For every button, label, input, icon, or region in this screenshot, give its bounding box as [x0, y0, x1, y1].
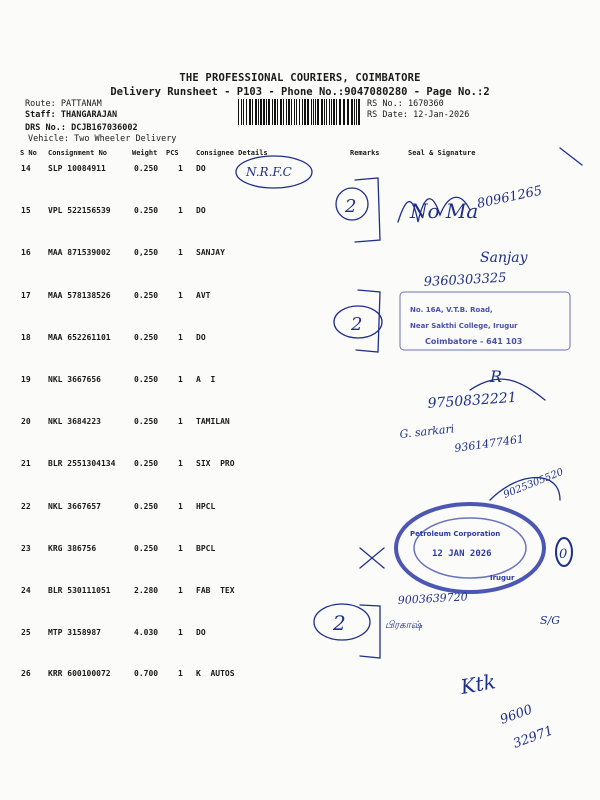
table-row: [0, 291, 600, 303]
stamp-17-line2: Near Sakthi College, Irugur: [410, 322, 518, 330]
row-weight: 0.250: [134, 206, 159, 215]
runsheet-title: Delivery Runsheet - P103 - Phone No.:9047080280 - Page No.:2: [110, 86, 490, 98]
staff-line: [25, 110, 117, 121]
table-row: [0, 502, 600, 514]
drs-label: DRS No.:: [25, 123, 66, 133]
hw-sign-26: Ktk: [458, 669, 498, 699]
signature-tick: [560, 148, 582, 165]
hw-tamil-25: பிரகாஷ்: [385, 620, 423, 631]
row-pcs: 1: [178, 417, 183, 426]
row-pcs: 1: [178, 669, 183, 678]
hw-remark-25: 2: [333, 611, 346, 635]
row-consignee: BPCL: [196, 544, 216, 553]
hw-num-19: 9750832221: [427, 389, 518, 412]
col-consignment: Consignment No: [48, 149, 108, 157]
route-label: Route:: [25, 99, 56, 109]
table-row: [0, 206, 600, 218]
hw-nrfc: N.R.F.C: [246, 165, 292, 179]
row-pcs: 1: [178, 628, 183, 637]
table-row: [0, 544, 600, 556]
row-weight: 2.280: [134, 586, 159, 595]
rs-date-label: RS Date:: [367, 110, 408, 120]
row-consignee: A I: [196, 375, 216, 384]
company-name: THE PROFESSIONAL COURIERS, COIMBATORE: [179, 72, 421, 84]
row-pcs: 1: [178, 333, 183, 342]
route-line: [25, 99, 102, 110]
row-weight: 0,250: [134, 248, 159, 257]
hw-num-21: 9025305520: [502, 466, 566, 501]
row-weight: 0.250: [134, 333, 159, 342]
row-sno: 24: [21, 586, 31, 595]
row-consignment: MAA 652261101: [48, 333, 111, 342]
staff-label: Staff:: [25, 110, 56, 120]
row-sno: 22: [21, 502, 31, 511]
rs-no-label: RS No.:: [367, 99, 403, 109]
hw-sign-15: No Ma: [410, 199, 479, 223]
row-sno: 25: [21, 628, 31, 637]
stamp-23-bottom: Irugur: [490, 574, 515, 582]
row-weight: 0.250: [134, 544, 159, 553]
row-sno: 26: [21, 669, 31, 678]
row-consignment: NKL 3684223: [48, 417, 101, 426]
rs-no-value: 1670360: [407, 99, 444, 109]
table-row: [0, 459, 600, 471]
col-sno: S No: [20, 149, 37, 157]
row-consignment: BLR 530111051: [48, 586, 111, 595]
col-weight: Weight: [132, 149, 158, 157]
vehicle-label: Vehicle:: [28, 134, 69, 144]
row-sno: 23: [21, 544, 31, 553]
row-weight: 0.700: [134, 669, 159, 678]
table-row: [0, 586, 600, 598]
row-consignment: SLP 10084911: [48, 164, 106, 173]
row-sno: 21: [21, 459, 31, 468]
table-row: [0, 164, 600, 176]
row-weight: 4.030: [134, 628, 159, 637]
row-consignee: AVT: [196, 291, 211, 300]
hw-num-26a: 9600: [498, 702, 535, 728]
table-row: [0, 248, 600, 260]
row-pcs: 1: [178, 586, 183, 595]
col-pcs: PCS: [166, 149, 179, 157]
row-sno: 14: [21, 164, 31, 173]
staff-value: THANGARAJAN: [60, 110, 118, 120]
row-sno: 16: [21, 248, 31, 257]
signature-21: [490, 478, 560, 501]
row-pcs: 1: [178, 375, 183, 384]
row-pcs: 1: [178, 291, 183, 300]
row-sno: 19: [21, 375, 31, 384]
row-pcs: 1: [178, 459, 183, 468]
row-consignee: SANJAY: [196, 248, 225, 257]
hw-num-26b: 32971: [511, 723, 556, 752]
row-weight: 0.250: [134, 291, 159, 300]
stamp-23-top: Petroleum Corporation: [410, 530, 501, 538]
row-sno: 20: [21, 417, 31, 426]
hw-circle-23: 0: [559, 547, 568, 562]
row-consignee: DO: [196, 164, 206, 173]
row-pcs: 1: [178, 164, 183, 173]
row-weight: 0.250: [134, 417, 159, 426]
hw-remark-14: 2: [345, 196, 357, 217]
row-sno: 15: [21, 206, 31, 215]
row-consignee: DO: [196, 628, 206, 637]
row-consignee: DO: [196, 333, 206, 342]
vehicle-value: Two Wheeler Delivery: [74, 134, 177, 144]
row-pcs: 1: [178, 248, 183, 257]
hw-num-16: 9360303325: [423, 270, 507, 290]
barcode-image: [238, 99, 364, 125]
row-weight: 0.250: [134, 164, 159, 173]
hw-sign-19: R: [490, 367, 503, 386]
drs-line: [25, 123, 138, 134]
drs-value: DCJB167036002: [71, 123, 138, 133]
stamp-23-date: 12 JAN 2026: [432, 549, 492, 559]
row-sno: 17: [21, 291, 31, 300]
hw-sign-20: G. sarkari: [398, 422, 455, 441]
row-consignment: BLR 2551304134: [48, 459, 116, 468]
route-value: PATTANAM: [60, 99, 102, 109]
col-consignee: Consignee Details: [196, 149, 268, 157]
table-row: [0, 375, 600, 387]
row-weight: 0.250: [134, 375, 159, 384]
rs-date-value: 12-Jan-2026: [413, 110, 470, 120]
row-pcs: 1: [178, 502, 183, 511]
row-consignee: FAB TEX: [196, 586, 235, 595]
row-pcs: 1: [178, 544, 183, 553]
table-row: [0, 669, 600, 681]
row-consignment: NKL 3667657: [48, 502, 101, 511]
hw-remark-17: 2: [351, 314, 363, 335]
row-consignment: MAA 578138526: [48, 291, 111, 300]
row-consignment: KRR 600100072: [48, 669, 111, 678]
row-consignee: TAMILAN: [196, 417, 230, 426]
row-consignment: MTP 3158987: [48, 628, 101, 637]
stamp-17-line3: Coimbatore - 641 103: [425, 337, 523, 346]
col-remarks: Remarks: [350, 149, 380, 157]
hw-sg-25: S/G: [540, 614, 561, 627]
table-row: [0, 628, 600, 640]
row-consignee: K AUTOS: [196, 669, 235, 678]
row-pcs: 1: [178, 206, 183, 215]
row-weight: 0.250: [134, 502, 159, 511]
table-row: [0, 417, 600, 429]
rs-no-line: [367, 99, 444, 110]
row-consignee: DO: [196, 206, 206, 215]
row-consignment: MAA 871539002: [48, 248, 111, 257]
row-consignment: VPL 522156539: [48, 206, 111, 215]
table-row: [0, 333, 600, 345]
row-consignee: SIX PRO: [196, 459, 235, 468]
hw-num-24: 9003639720: [397, 590, 469, 607]
hw-sign-16: Sanjay: [480, 250, 528, 266]
hw-num-15: 80961265: [475, 183, 544, 212]
col-seal: Seal & Signature: [408, 149, 476, 157]
row-consignee: HPCL: [196, 502, 216, 511]
vehicle-line: [28, 134, 176, 145]
stamp-17-line1: No. 16A, V.T.B. Road,: [410, 306, 493, 314]
row-consignment: NKL 3667656: [48, 375, 101, 384]
row-weight: 0.250: [134, 459, 159, 468]
row-sno: 18: [21, 333, 31, 342]
row-consignment: KRG 386756: [48, 544, 97, 553]
rs-date-line: [367, 110, 469, 121]
hw-num-20: 9361477461: [453, 432, 525, 455]
